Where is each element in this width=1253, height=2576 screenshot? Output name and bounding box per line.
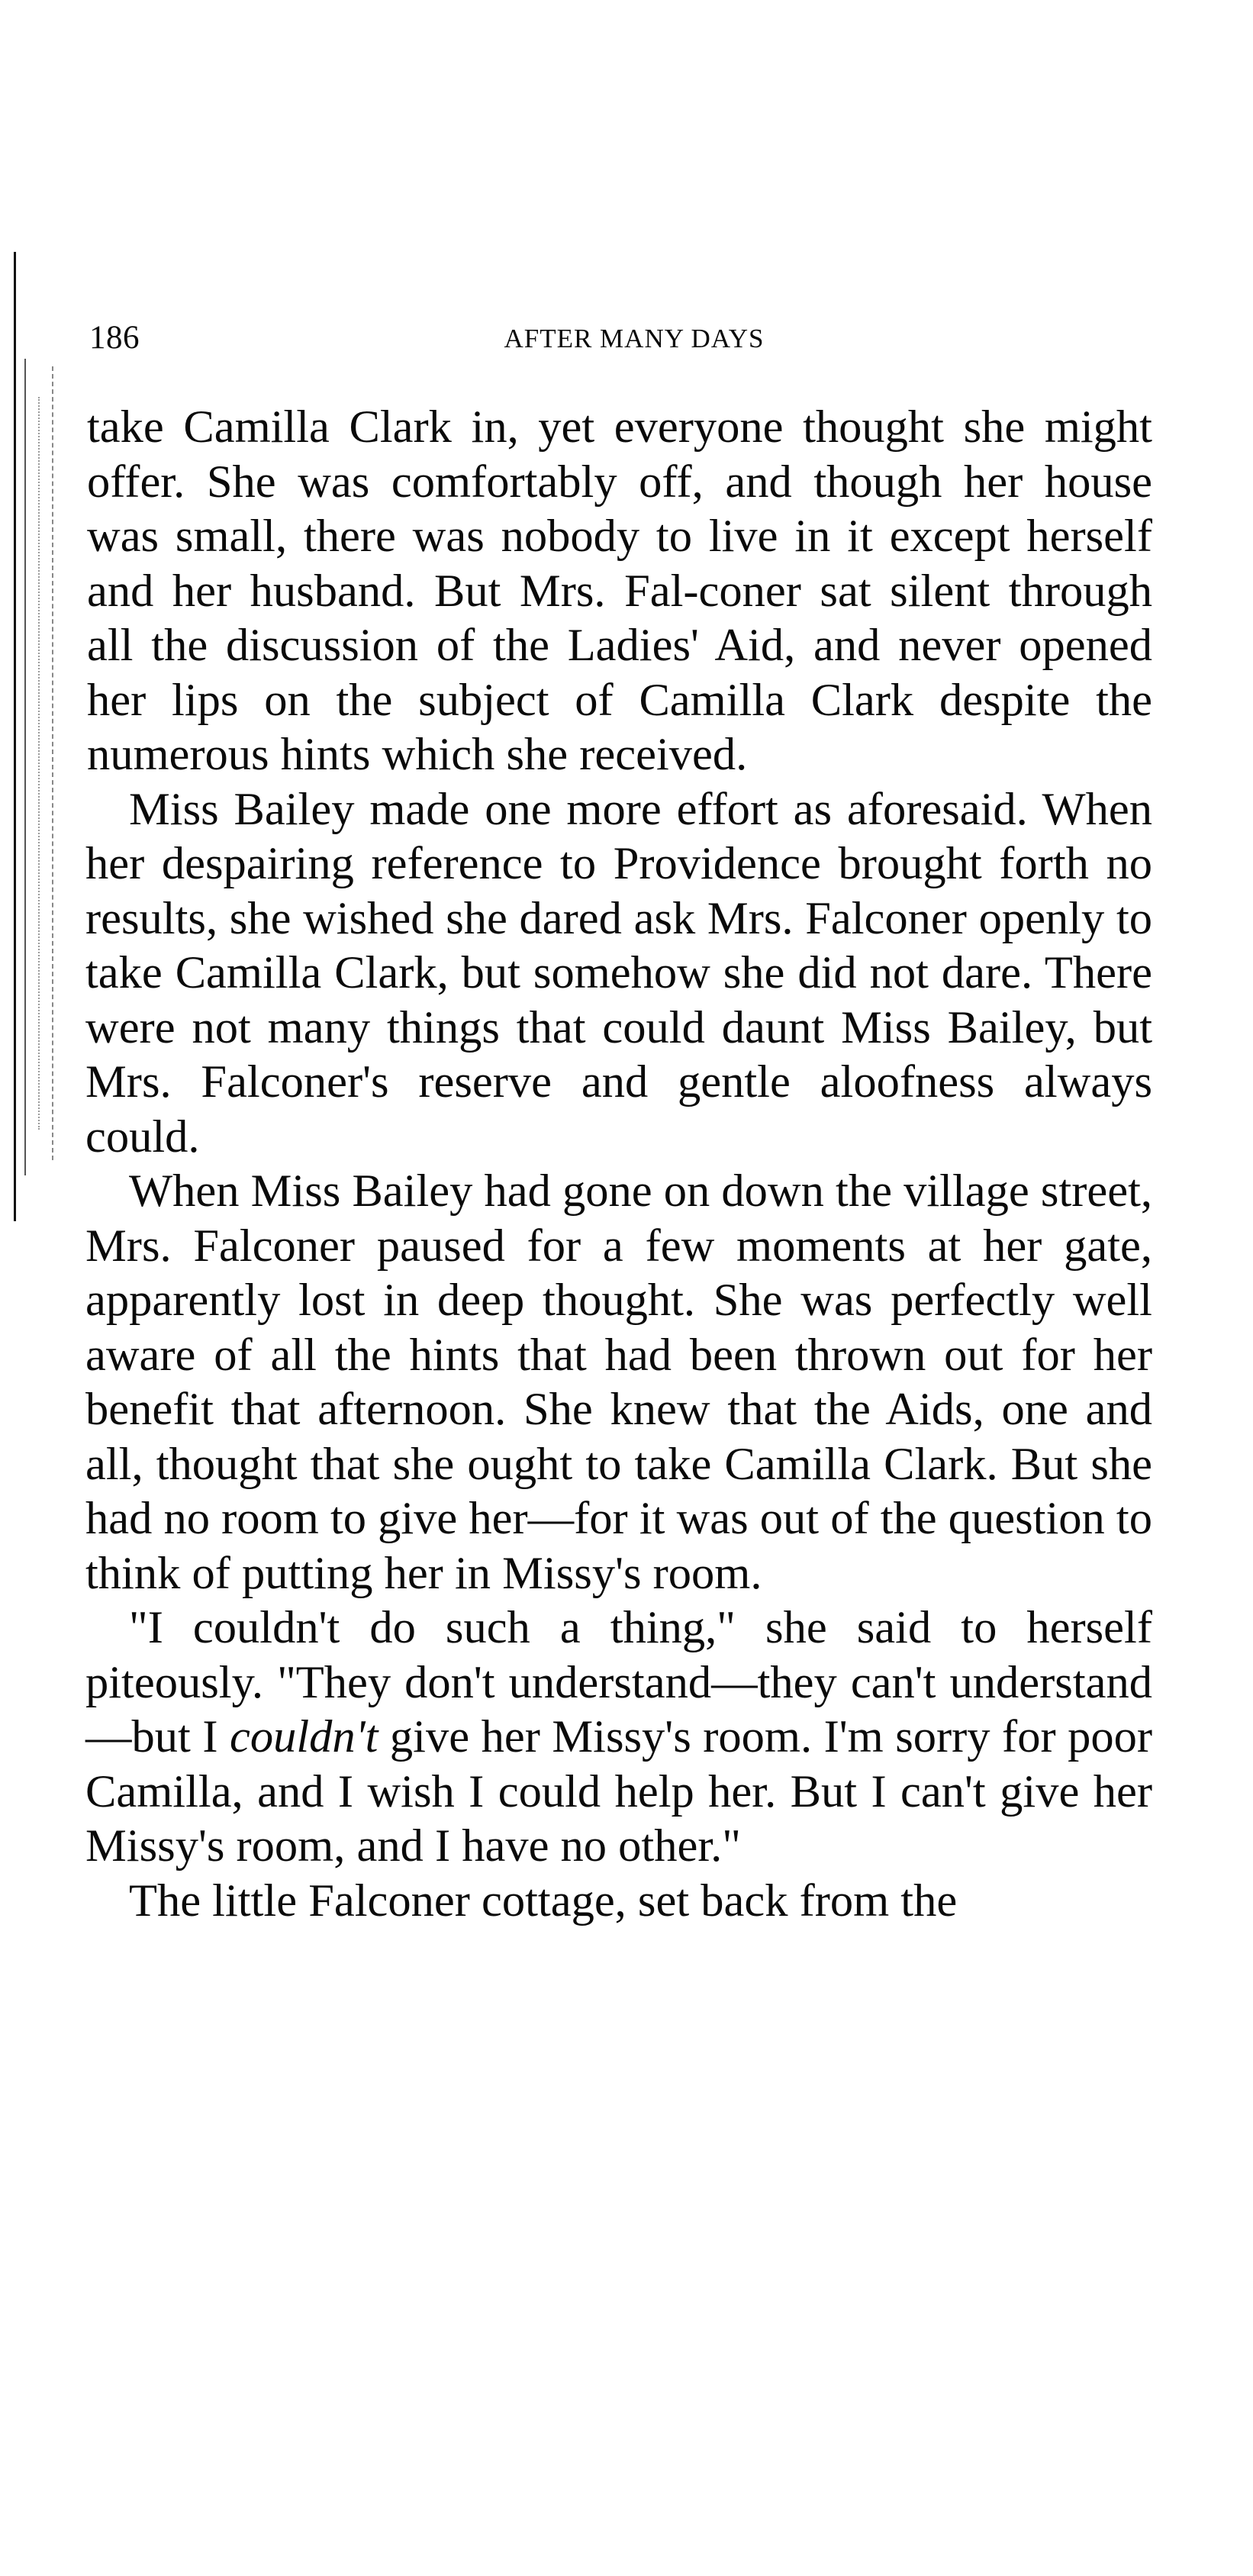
paragraph-5: The little Falconer cottage, set back from the: [129, 1875, 958, 1926]
page-number: 186: [89, 320, 140, 356]
binding-gutter: [14, 244, 60, 1221]
paragraph-4-text-before: "I couldn't do such a thing," she said to herself piteously. "They don't understand—they can't understand—but I: [85, 1602, 1152, 1762]
paragraph-4: [85, 1601, 1152, 1874]
binding-dotted-line: [38, 397, 40, 1130]
paragraph-2: Miss Bailey made one more effort as aforesaid. When her despairing reference to Providence brought forth no results, she wished she dared ask Mrs. Falconer openly to take Camilla Clark, but somehow she did not dare. There were not many things that could daunt Miss Bailey, but Mrs. Falconer's reserve and gentle aloofness always could.: [85, 783, 1152, 1162]
paragraph-3: When Miss Bailey had gone on down the village street, Mrs. Falconer paused for a few moments at her gate, apparently lost in deep thought. She was perfectly well aware of all the hints that had been thrown out for her benefit that afternoon. She knew that the Aids, one and all, thought that she ought to take Camilla Clark. But she had no room to give her—for it was out of the question to think of putting her in Missy's room.: [85, 1165, 1152, 1599]
running-head: [85, 319, 1152, 365]
body-text: [85, 400, 1152, 1928]
paragraph-1: take Camilla Clark in, yet everyone thought she might offer. She was comfortably off, and though her house was small, there was nobody to live in it except herself and her husband. But Mrs. Fal-coner sat silent through all the discussion of the Ladies' Aid, and never opened her lips on the subject of Camilla Clark despite the numerous hints which she received.: [87, 401, 1152, 780]
binding-inner-line: [24, 359, 26, 1175]
binding-dashed-line: [52, 366, 53, 1160]
running-title: AFTER MANY DAYS: [504, 324, 765, 353]
paragraph-4-text-after: give her Missy's room. I'm sorry for poor Camilla, and I wish I could help her. But I can't give her Missy's room, and I have no other.": [85, 1711, 1152, 1872]
book-page: [85, 319, 1152, 1928]
binding-edge-line: [14, 252, 16, 1221]
paragraph-4-emphasis: couldn't: [229, 1711, 378, 1762]
